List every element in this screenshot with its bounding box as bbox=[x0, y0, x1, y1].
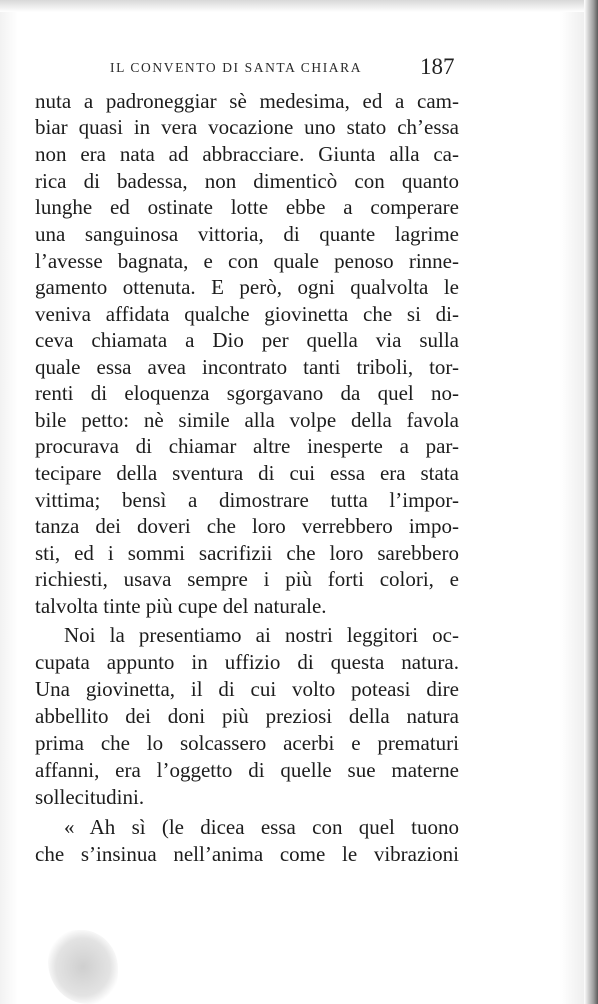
text-line: renti di eloquenza sgorgavano da quel no- bbox=[35, 381, 459, 405]
text-line: gamento ottenuta. E però, ogni qualvolta le bbox=[35, 275, 459, 299]
text-line: richiesti, usava sempre i più forti colori, e bbox=[35, 567, 459, 591]
page-top-edge bbox=[0, 0, 598, 12]
running-header: IL CONVENTO DI SANTA CHIARA bbox=[110, 60, 363, 75]
text-line: abbellito dei doni più preziosi della natura bbox=[35, 704, 459, 728]
text-line: rica di badessa, non dimenticò con quanto bbox=[35, 169, 459, 193]
text-line: quale essa avea incontrato tanti triboli, tor- bbox=[35, 355, 459, 379]
text-line: non era nata ad abbracciare. Giunta alla ca- bbox=[35, 142, 459, 166]
text-line: Una giovinetta, il di cui volto poteasi dire bbox=[35, 677, 459, 701]
text-line: affanni, era l’oggetto di quelle sue materne bbox=[35, 758, 459, 782]
paragraph-first-line: « Ah sì (le dicea essa con quel tuono bbox=[64, 815, 459, 839]
text-line: tanza dei doveri che loro verrebbero impo- bbox=[35, 514, 459, 538]
text-line: talvolta tinte più cupe del naturale. bbox=[35, 594, 327, 618]
text-line: bile petto: nè simile alla volpe della favola bbox=[35, 408, 459, 432]
page-number: 187 bbox=[420, 54, 455, 79]
text-line: sollecitudini. bbox=[35, 785, 145, 809]
text-line: lunghe ed ostinate lotte ebbe a comperare bbox=[35, 195, 459, 219]
text-line: biar quasi in vera vocazione uno stato ch’essa bbox=[35, 115, 459, 139]
text-line: tecipare della sventura di cui essa era stata bbox=[35, 461, 459, 485]
page-binding-edge bbox=[584, 0, 598, 1004]
text-line: l’avesse bagnata, e con quale penoso rinne- bbox=[35, 249, 459, 273]
text-line: ceva chiamata a Dio per quella via sulla bbox=[35, 328, 459, 352]
text-line: procurava di chiamar altre inesperte a par- bbox=[35, 434, 459, 458]
paper-stain bbox=[48, 930, 118, 1004]
text-line: cupata appunto in uffizio di questa natura. bbox=[35, 650, 459, 674]
text-line: vittima; bensì a dimostrare tutta l’impor- bbox=[35, 488, 459, 512]
text-line: sti, ed i sommi sacrifizii che loro sarebbero bbox=[35, 541, 459, 565]
paragraph-first-line: Noi la presentiamo ai nostri leggitori oc- bbox=[64, 623, 459, 647]
text-line: prima che lo solcassero acerbi e prematuri bbox=[35, 731, 459, 755]
text-line: veniva affidata qualche giovinetta che si di- bbox=[35, 302, 459, 326]
text-line: che s’insinua nell’anima come le vibrazioni bbox=[35, 842, 459, 866]
text-line: una sanguinosa vittoria, di quante lagrime bbox=[35, 222, 459, 246]
text-line: nuta a padroneggiar sè medesima, ed a cam- bbox=[35, 89, 459, 113]
